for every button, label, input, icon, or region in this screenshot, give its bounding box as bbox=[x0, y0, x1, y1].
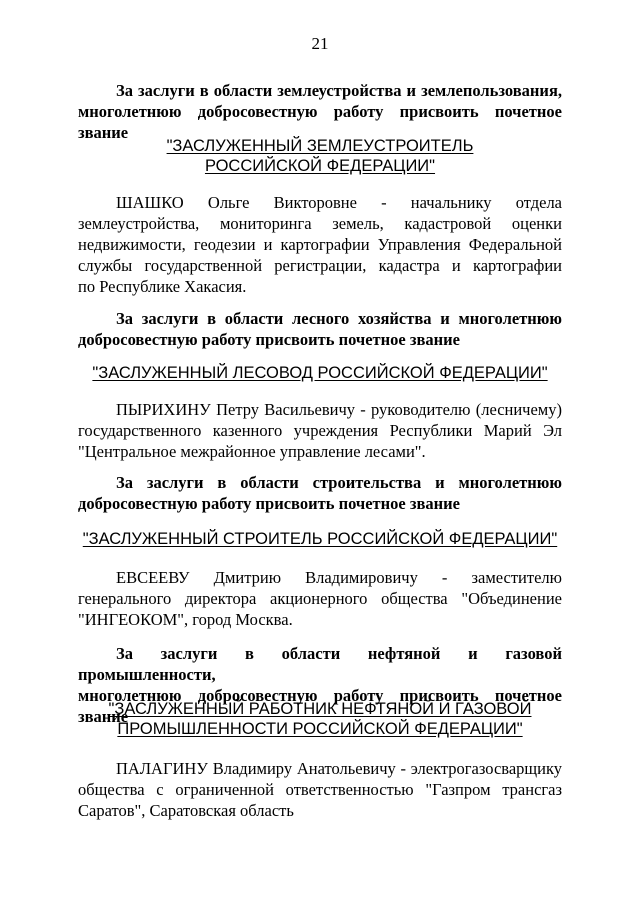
intro-line: За заслуги в области землеустройства и землепользования, bbox=[116, 81, 562, 100]
title-line: "ЗАСЛУЖЕННЫЙ ЛЕСОВОД РОССИЙСКОЙ ФЕДЕРАЦИИ" bbox=[92, 364, 548, 382]
section-3-intro bbox=[78, 472, 562, 514]
section-1-title bbox=[0, 136, 640, 176]
section-4-body bbox=[78, 758, 562, 821]
body-line: ПЫРИХИНУ Петру Васильевичу - руководителю (лесничему) bbox=[116, 400, 562, 419]
body-line: землеустройства, мониторинга земель, кадастровой оценки bbox=[78, 214, 562, 233]
section-3-title bbox=[0, 529, 640, 549]
body-line: Саратов", Саратовская область bbox=[78, 801, 294, 820]
body-line: службы государственной регистрации, кадастра и картографии bbox=[78, 256, 562, 275]
body-line: недвижимости, геодезии и картографии Управления Федеральной bbox=[78, 235, 562, 254]
body-line: ЕВСЕЕВУ Дмитрию Владимировичу - заместителю bbox=[116, 568, 562, 587]
body-line: общества с ограниченной ответственностью "Газпром трансгаз bbox=[78, 780, 562, 799]
intro-line: добросовестную работу присвоить почетное звание bbox=[78, 330, 460, 349]
section-1-intro bbox=[78, 80, 562, 143]
page-number: 21 bbox=[311, 34, 329, 53]
section-3-body bbox=[78, 567, 562, 630]
intro-line: многолетнюю добросовестную работу присвоить почетное звание bbox=[78, 686, 562, 726]
title-line: "ЗАСЛУЖЕННЫЙ РАБОТНИК НЕФТЯНОЙ И ГАЗОВОЙ bbox=[108, 700, 532, 718]
intro-line: За заслуги в области лесного хозяйства и многолетнюю bbox=[116, 309, 562, 328]
section-2-title bbox=[0, 363, 640, 383]
intro-line: За заслуги в области строительства и многолетнюю bbox=[116, 473, 562, 492]
section-1-body bbox=[78, 192, 562, 297]
section-4-title bbox=[0, 699, 640, 739]
title-line: "ЗАСЛУЖЕННЫЙ ЗЕМЛЕУСТРОИТЕЛЬ bbox=[166, 137, 474, 155]
intro-line: добросовестную работу присвоить почетное звание bbox=[78, 494, 460, 513]
body-line: ШАШКО Ольге Викторовне - начальнику отдела bbox=[116, 193, 562, 212]
section-2-body bbox=[78, 399, 562, 462]
body-line: ПАЛАГИНУ Владимиру Анатольевичу - электрогазосварщику bbox=[116, 759, 562, 778]
title-line: ПРОМЫШЛЕННОСТИ РОССИЙСКОЙ ФЕДЕРАЦИИ" bbox=[117, 720, 523, 738]
title-line: "ЗАСЛУЖЕННЫЙ СТРОИТЕЛЬ РОССИЙСКОЙ ФЕДЕРАЦИИ" bbox=[82, 530, 558, 548]
body-line: "Центральное межрайонное управление лесами". bbox=[78, 442, 426, 461]
body-line: государственного казенного учреждения Республики Марий Эл bbox=[78, 421, 562, 440]
body-line: по Республике Хакасия. bbox=[78, 277, 247, 296]
body-line: "ИНГЕОКОМ", город Москва. bbox=[78, 610, 293, 629]
intro-line: За заслуги в области нефтяной и газовой промышленности, bbox=[78, 644, 562, 684]
section-2-intro bbox=[78, 308, 562, 350]
body-line: генерального директора акционерного общества "Объединение bbox=[78, 589, 562, 608]
intro-line: многолетнюю добросовестную работу присвоить почетное звание bbox=[78, 102, 562, 142]
title-line: РОССИЙСКОЙ ФЕДЕРАЦИИ" bbox=[204, 157, 436, 175]
